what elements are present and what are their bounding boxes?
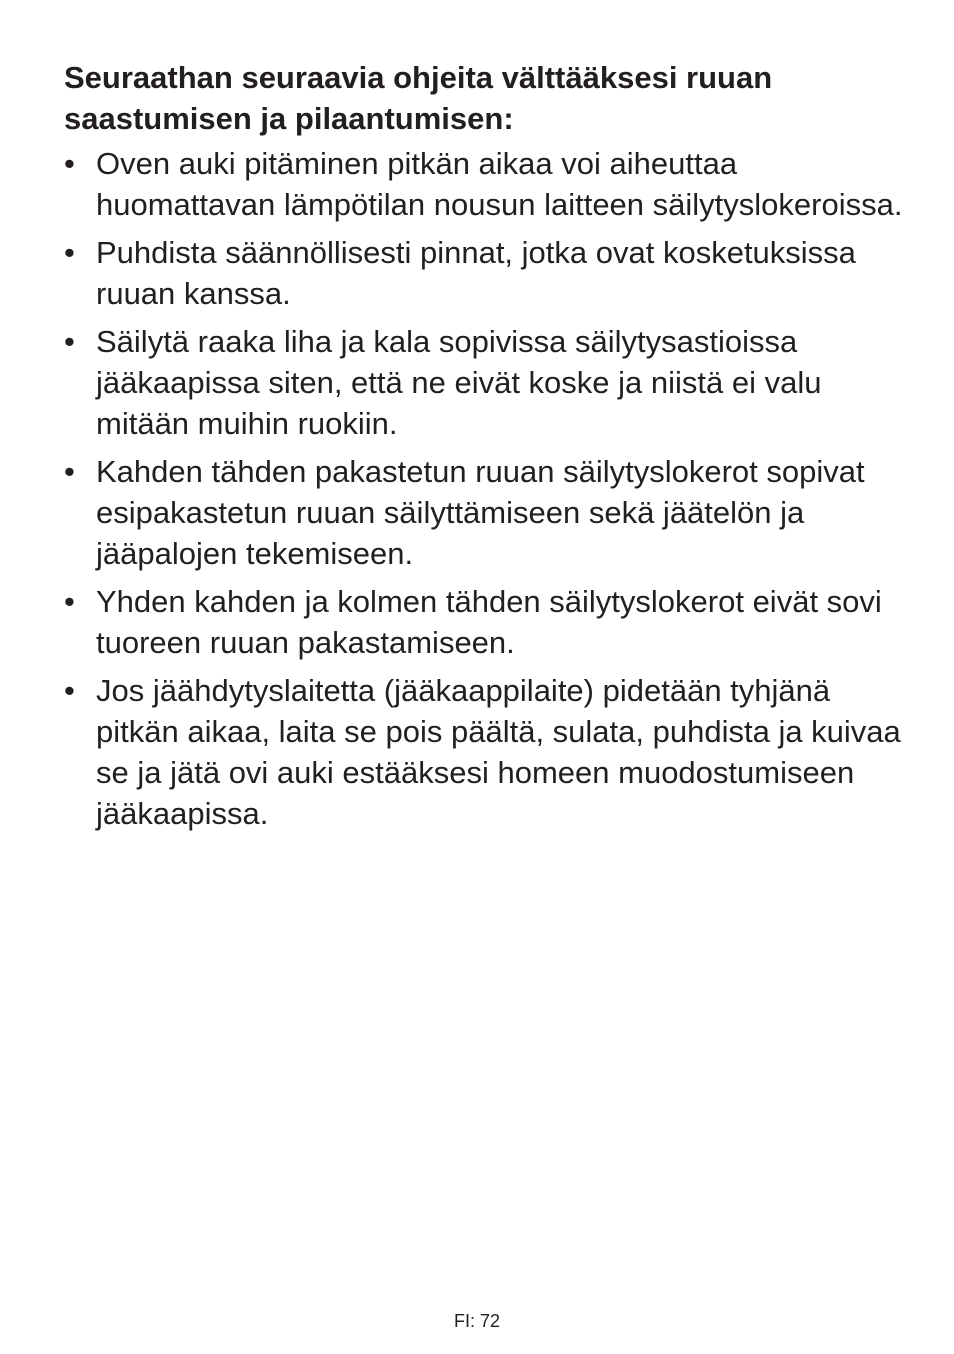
bullet-icon: • <box>64 584 75 619</box>
page-content <box>64 57 904 841</box>
list-item-text: Kahden tähden pakastetun ruuan säilytyslokerot sopivat esipakastetun ruuan säilyttämiseen sekä jäätelön ja jääpalojen tekemiseen. <box>96 454 865 571</box>
bullet-icon: • <box>64 146 75 181</box>
bullet-icon: • <box>64 673 75 708</box>
list-item <box>64 232 904 314</box>
instruction-list <box>64 143 904 834</box>
list-item <box>64 451 904 574</box>
list-item-text: Jos jäähdytyslaitetta (jääkaappilaite) pidetään tyhjänä pitkän aikaa, laita se pois päältä, sulata, puhdista ja kuivaa se ja jätä ovi auki estääksesi homeen muodostumiseen jääkaapissa. <box>96 673 901 831</box>
list-item-text: Säilytä raaka liha ja kala sopivissa säilytysastioissa jääkaapissa siten, että ne eivät koske ja niistä ei valu mitään muihin ruokiin. <box>96 324 822 441</box>
list-item-text: Yhden kahden ja kolmen tähden säilytyslokerot eivät sovi tuoreen ruuan pakastamiseen. <box>96 584 882 660</box>
page-number: FI: 72 <box>453 1311 501 1331</box>
list-item-text: Puhdista säännöllisesti pinnat, jotka ovat kosketuksissa ruuan kanssa. <box>96 235 856 311</box>
list-item <box>64 581 904 663</box>
list-item-text: Oven auki pitäminen pitkän aikaa voi aiheuttaa huomattavan lämpötilan nousun laitteen säilytyslokeroissa. <box>96 146 903 222</box>
section-heading: Seuraathan seuraavia ohjeita välttääksesi ruuan saastumisen ja pilaantumisen: <box>64 60 773 136</box>
list-item <box>64 670 904 834</box>
bullet-icon: • <box>64 235 75 270</box>
list-item <box>64 321 904 444</box>
list-item <box>64 143 904 225</box>
bullet-icon: • <box>64 454 75 489</box>
bullet-icon: • <box>64 324 75 359</box>
